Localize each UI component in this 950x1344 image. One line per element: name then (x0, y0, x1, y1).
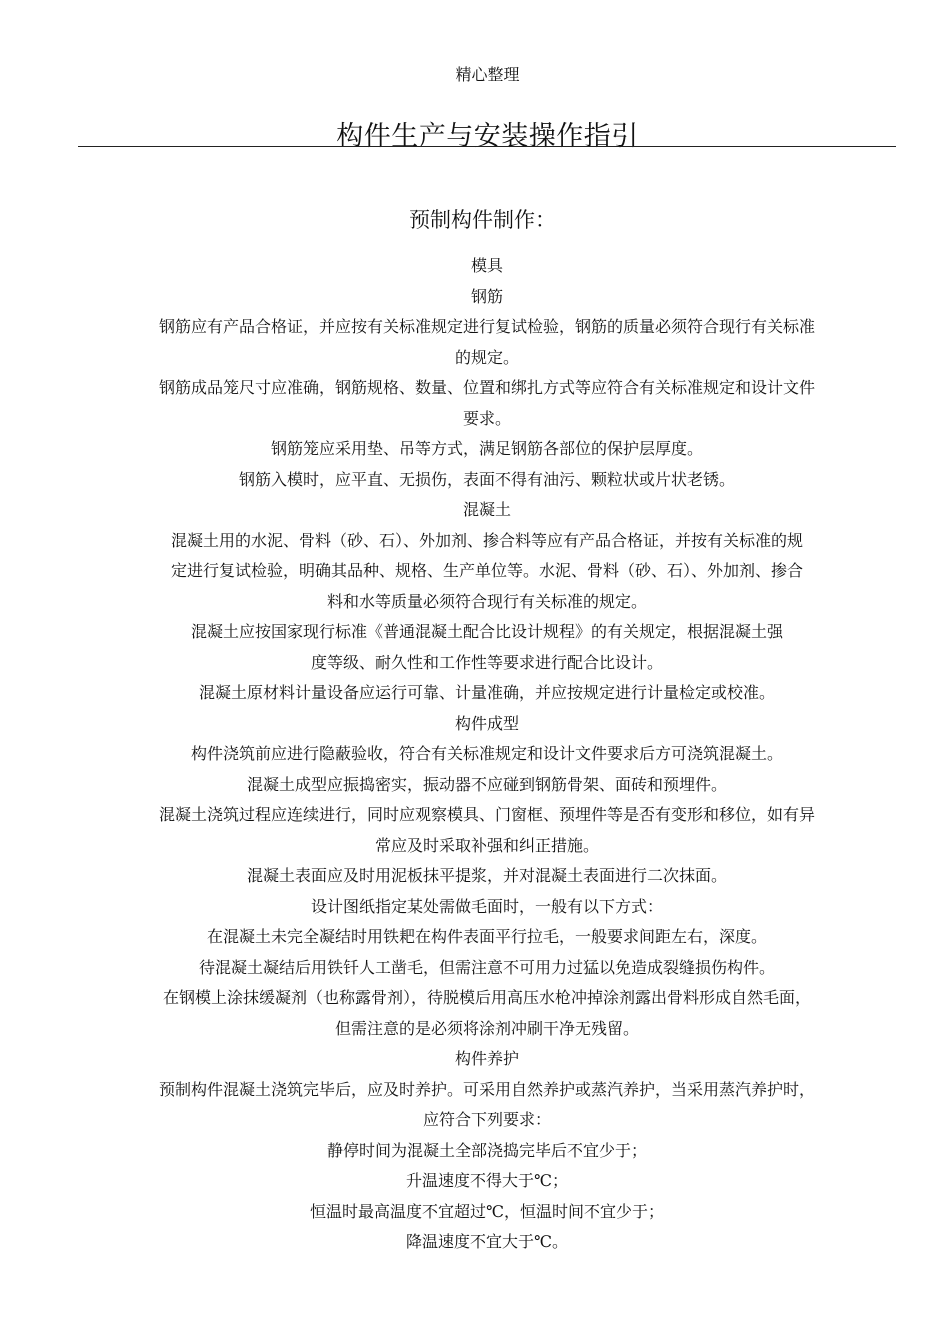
text-line: 混凝土用的水泥、骨料（砂、石）、外加剂、掺合料等应有产品合格证，并按有关标准的规 (170, 530, 803, 550)
text-line: 混凝土原材料计量设备应运行可靠、计量准确，并应按规定进行计量检定或校准。 (198, 683, 775, 702)
text-line: 在混凝土未完全凝结时用铁耙在构件表面平行拉毛，一般要求间距左右，深度。 (206, 927, 767, 946)
text-line: 待混凝土凝结后用铁钎人工凿毛，但需注意不可用力过猛以免造成裂缝损伤构件。 (198, 957, 775, 977)
paragraph (78, 922, 896, 953)
text-line: 混凝土成型应振捣密实，振动器不应碰到钢筋骨架、面砖和预埋件。 (246, 774, 727, 794)
paragraph (78, 434, 896, 465)
paragraph (78, 770, 896, 801)
paragraph (78, 1166, 896, 1197)
text-line: 静停时间为混凝土全部浇捣完毕后不宜少于； (326, 1140, 647, 1160)
paragraph (78, 1136, 896, 1167)
header-note: 精心整理 (455, 65, 520, 84)
paragraph (78, 373, 896, 434)
text-line: 钢筋应有产品合格证，并应按有关标准规定进行复试检验，钢筋的质量必须符合现行有关标准 (158, 317, 815, 336)
paragraph (78, 739, 896, 770)
text-line: 构件养护 (454, 1049, 519, 1068)
paragraph (78, 1227, 896, 1258)
paragraph (78, 800, 896, 861)
section-heading: 预制构件制作： (409, 208, 556, 232)
paragraph (78, 861, 896, 892)
text-line: 混凝土表面应及时用泥板抹平提浆，并对混凝土表面进行二次抹面。 (246, 866, 727, 885)
paragraph (78, 1075, 896, 1136)
text-line: 恒温时最高温度不宜超过℃，恒温时间不宜少于； (310, 1201, 664, 1221)
paragraph (78, 892, 896, 923)
text-line: 的规定。 (454, 347, 519, 367)
document-title: 构件生产与安装操作指引 (336, 121, 639, 152)
paragraph (78, 465, 896, 496)
text-line: 要求。 (462, 408, 511, 428)
text-line: 钢筋笼应采用垫、吊等方式，满足钢筋各部位的保护层厚度。 (270, 439, 703, 458)
text-line: 钢筋入模时，应平直、无损伤，表面不得有油污、颗粒状或片状老锈。 (238, 469, 735, 489)
text-line: 在钢模上涂抹缓凝剂（也称露骨剂），待脱模后用高压水枪冲掉涂剂露出骨料形成自然毛面， (162, 988, 811, 1007)
paragraph (78, 617, 896, 678)
text-line: 常应及时采取补强和纠正措施。 (374, 835, 599, 855)
subsection-heading (78, 251, 896, 282)
text-line: 构件成型 (454, 713, 519, 733)
title-underline (78, 146, 896, 147)
paragraph (78, 678, 896, 709)
paragraph (78, 312, 896, 373)
paragraph (78, 526, 896, 618)
text-line: 度等级、耐久性和工作性等要求进行配合比设计。 (310, 652, 663, 672)
subsection-heading (78, 282, 896, 313)
text-line: 预制构件混凝土浇筑完毕后，应及时养护。可采用自然养护或蒸汽养护，当采用蒸汽养护时， (158, 1079, 815, 1099)
text-line: 设计图纸指定某处需做毛面时，一般有以下方式： (310, 896, 663, 916)
paragraph (78, 953, 896, 984)
text-line: 钢筋 (470, 286, 503, 306)
subsection-heading (78, 495, 896, 526)
subsection-heading (78, 1044, 896, 1075)
paragraph (78, 1197, 896, 1228)
paragraph (78, 983, 896, 1044)
document-body (78, 251, 896, 1258)
text-line: 钢筋成品笼尺寸应准确，钢筋规格、数量、位置和绑扎方式等应符合有关标准规定和设计文件 (158, 378, 815, 397)
text-line: 降温速度不宜大于℃。 (406, 1232, 568, 1251)
subsection-heading (78, 709, 896, 740)
text-line: 升温速度不得大于℃； (406, 1171, 568, 1190)
text-line: 但需注意的是必须将涂剂冲刷干净无残留。 (334, 1018, 639, 1038)
text-line: 应符合下列要求： (422, 1110, 551, 1129)
text-line: 料和水等质量必须符合现行有关标准的规定。 (326, 591, 647, 611)
text-line: 模具 (470, 256, 503, 275)
text-line: 混凝土应按国家现行标准《普通混凝土配合比设计规程》的有关规定，根据混凝土强 (190, 622, 783, 641)
text-line: 构件浇筑前应进行隐蔽验收，符合有关标准规定和设计文件要求后方可浇筑混凝土。 (190, 744, 783, 763)
text-line: 定进行复试检验，明确其品种、规格、生产单位等。水泥、骨料（砂、石）、外加剂、掺合 (170, 561, 803, 580)
text-line: 混凝土浇筑过程应连续进行，同时应观察模具、门窗框、预埋件等是否有变形和移位，如有异 (158, 805, 815, 824)
text-line: 混凝土 (462, 500, 511, 519)
